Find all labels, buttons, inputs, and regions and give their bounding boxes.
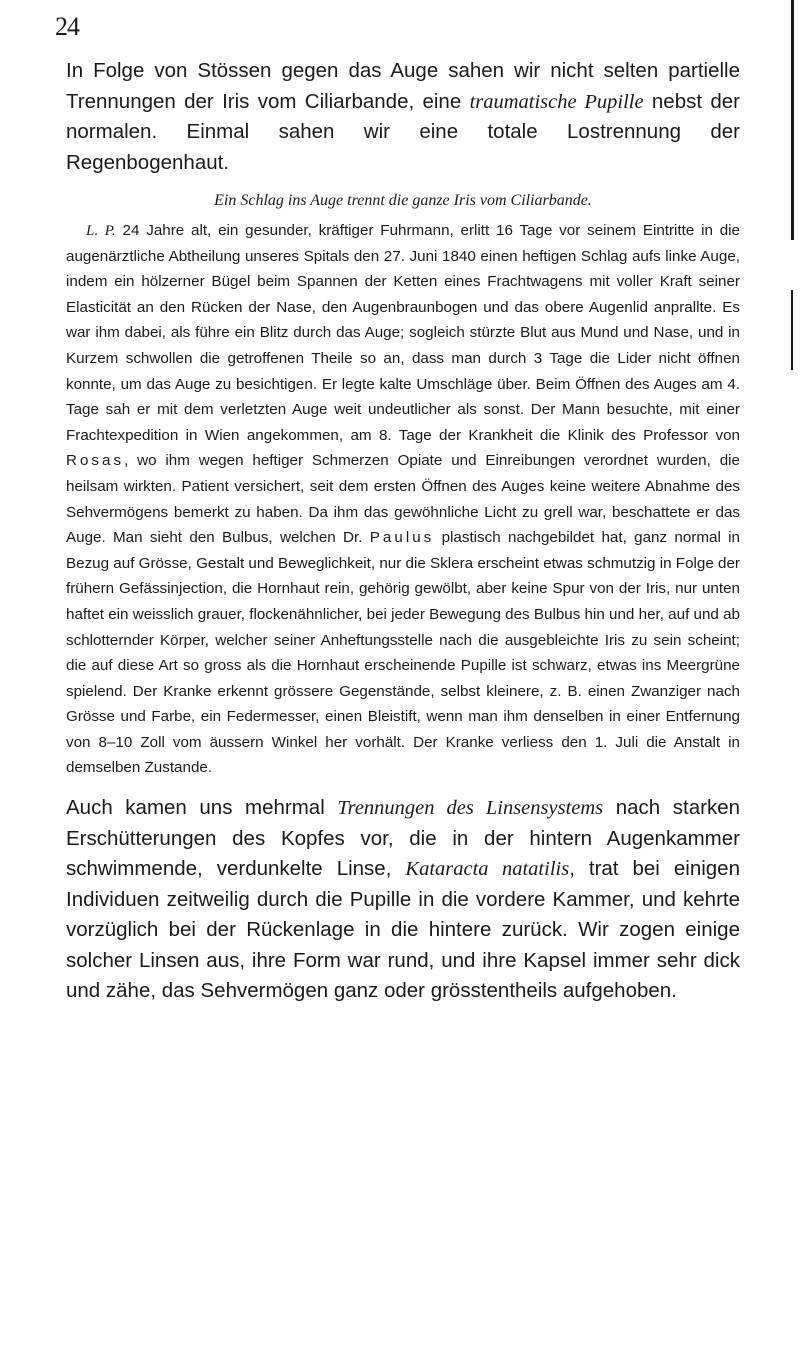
closing-text-2: nach starken Erschütterungen des Kopfes vor, die in der hintern Augenkammer schwimmende, verdunkelte Linse, xyxy=(66,796,740,881)
page-edge-shadow xyxy=(791,0,794,240)
case-heading: Ein Schlag ins Auge trennt die ganze Iris vom Ciliarbande. xyxy=(214,192,592,209)
case-text-2: , wo ihm wegen heftiger Schmerzen Opiate und Einreibungen verordnet wurden, die heilsam wirkten. Patient versichert, seit dem ersten Öffnen des Auges keine weitere Abnahme des Sehvermögens bemerkt zu haben. Da ihm das gewöhnliche Licht zu grell war, beschattete er das Auge. Man sieht den Bulbus, welchen Dr. xyxy=(66,452,740,547)
case-name-rosas: Rosas xyxy=(66,452,125,470)
closing-paragraph xyxy=(66,793,740,1007)
page-body xyxy=(66,56,740,1007)
case-name-paulus: Paulus xyxy=(369,529,435,547)
case-text-3: plastisch nachgebildet hat, ganz normal in Bezug auf Grösse, Gestalt und Beweglichkeit, nur die Sklera erscheint etwas schmutzig in Folge der frühern Gefässinjection, die Hornhaut rein, gehörig gewölbt, aber keine Spur von der Iris, nur unten haftet ein weisslich grauer, flockenähnlicher, bei jeder Bewegung des Bulbus hin und her, auf und ab schlotternder Körper, welcher seiner Anheftungsstelle nach die ausgebleichte Iris zu sein scheint; die auf diese Art so gross als die Hornhaut erscheinende Pupille ist schwarz, etwas ins Meergrüne spielend. Der Kranke erkennt grössere Gegenstände, selbst kleinere, z. B. einen Zwanziger nach Grösse und Farbe, ein Federmesser, einen Bleistift, wenn man ihm denselben in einer Entfernung von 8–10 Zoll vom äussern Winkel her vorhält. Der Kranke verliess den 1. Juli die Anstalt in demselben Zustande. xyxy=(66,529,740,777)
intro-text-1: In Folge von Stössen gegen das Auge sahen wir nicht selten partielle Trennungen der Iris vom Ciliarbande, eine xyxy=(66,59,740,113)
closing-text-1: Auch kamen uns mehrmal xyxy=(66,796,338,820)
case-paragraph xyxy=(66,218,740,781)
case-text-1: 24 Jahre alt, ein gesunder, kräftiger Fuhrmann, erlitt 16 Tage vor seinem Eintritte in die augenärztliche Abtheilung unseres Spitals den 27. Juni 1840 einen heftigen Schlag aufs linke Auge, indem ein hölzerner Bügel beim Spannen der Ketten eines Frachtwagens mit voller Kraft seiner Elasticität an den Rücken der Nase, den Augenbraunbogen und das obere Augenlid anprallte. Es war ihm dabei, als führe ein Blitz durch das Auge; sogleich stürzte Blut aus Mund und Nase, und in Kurzem schwollen die getroffenen Theile so an, dass man durch 3 Tage die Lider nicht öffnen konnte, um das Auge zu besichtigen. Er legte kalte Umschläge über. Beim Öffnen des Auges am 4. Tage sah er mit dem verletzten Auge weit undeutlicher als sonst. Der Mann besuchte, mit einer Frachtexpedition in Wien angekommen, am 8. Tage der Krankheit die Klinik des Professor von xyxy=(66,222,740,444)
intro-paragraph xyxy=(66,56,740,178)
case-initials: L. P. xyxy=(86,222,116,239)
closing-term-lens-separation: Trennungen des Linsensystems xyxy=(337,797,604,820)
intro-term-traumatic-pupil: traumatische Pupille xyxy=(469,90,644,113)
page-number: 24 xyxy=(55,12,79,41)
closing-term-cataract: Kataracta natatilis xyxy=(405,858,570,881)
intro-text-2: nebst der normalen. Einmal sahen wir eine totale Lostrennung der Regenbogenhaut. xyxy=(66,89,740,174)
page-edge-shadow-lower xyxy=(791,290,793,370)
closing-text-3: , trat bei einigen Individuen zeitweilig durch die Pupille in die vordere Kammer, und kehrte vorzüglich bei der Rückenlage in die hintere zurück. Wir zogen einige solcher Linsen aus, ihre Form war rund, und ihre Kapsel immer sehr dick und zähe, das Sehvermögen ganz oder grösstentheils aufgehoben. xyxy=(66,857,740,1003)
